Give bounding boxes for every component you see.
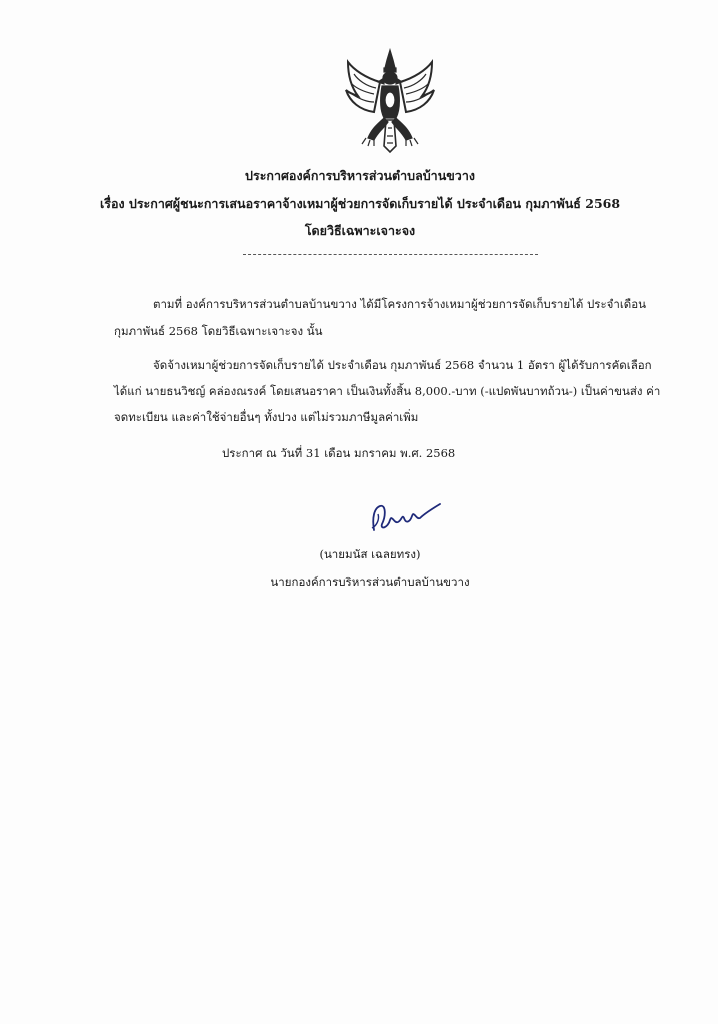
announcement-organization: ประกาศองค์การบริหารส่วนตำบลบ้านขวาง — [245, 168, 475, 183]
announcement-method: โดยวิธีเฉพาะเจาะจง — [304, 223, 416, 238]
paragraph2-line1: จัดจ้างเหมาผู้ช่วยการจัดเก็บรายได้ ประจำเดือน กุมภาพันธ์ 2568 จำนวน 1 อัตรา ผู้ได้รับการคัดเลือก — [153, 358, 652, 372]
paragraph2-line3: จดทะเบียน และค่าใช้จ่ายอื่นๆ ทั้งปวง แต่ไม่รวมภาษีมูลค่าเพิ่ม — [114, 410, 419, 424]
signer-name: (นายมนัส เฉลยทรง) — [319, 547, 421, 561]
header-divider — [243, 254, 538, 255]
paragraph1-line2: กุมภาพันธ์ 2568 โดยวิธีเฉพาะเจาะจง นั้น — [114, 324, 323, 338]
signature-scribble-icon — [368, 500, 442, 536]
announce-date: ประกาศ ณ วันที่ 31 เดือน มกราคม พ.ศ. 2568 — [222, 446, 456, 460]
announcement-subject: เรื่อง ประกาศผู้ชนะการเสนอราคาจ้างเหมาผู้ช่วยการจัดเก็บรายได้ ประจำเดือน กุมภาพันธ์ 2568 — [99, 196, 621, 211]
paragraph1-line1: ตามที่ องค์การบริหารส่วนตำบลบ้านขวาง ได้มีโครงการจ้างเหมาผู้ช่วยการจัดเก็บรายได้ ประจำเดือน — [153, 297, 647, 311]
signer-position: นายกองค์การบริหารส่วนตำบลบ้านขวาง — [270, 575, 470, 589]
paragraph2-line2: ได้แก่ นายธนวิชญ์ คล่องณรงค์ โดยเสนอราคา เป็นเงินทั้งสิ้น 8,000.-บาท (-แปดพันบาทถ้วน-) เป็นค่าขนส่ง ค่า — [114, 384, 661, 398]
garuda-emblem-icon — [344, 48, 436, 154]
